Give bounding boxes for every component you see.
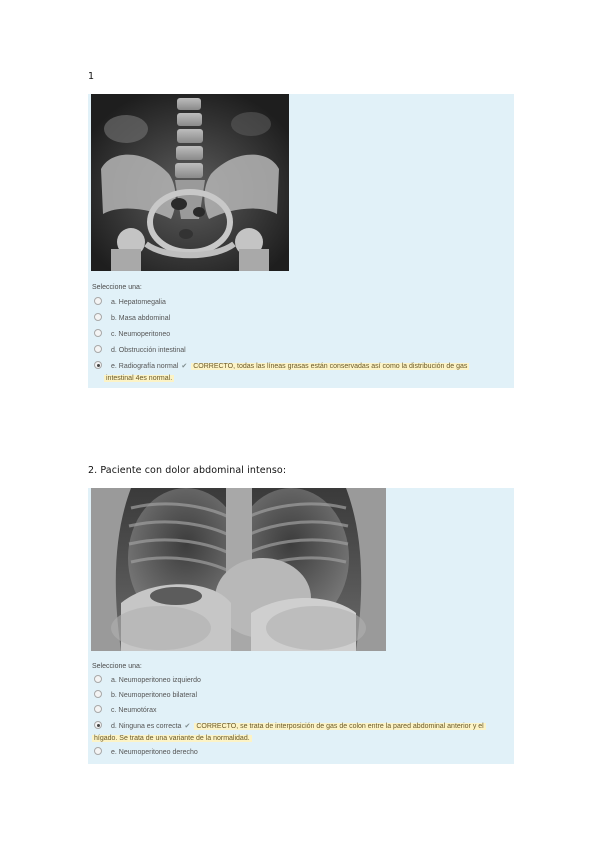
radio-button[interactable]	[94, 297, 102, 305]
correct-check-icon: ✔	[181, 363, 188, 370]
option-label: d. Ninguna es correcta	[111, 723, 182, 730]
option-label: a. Neumoperitoneo izquierdo	[111, 677, 201, 684]
question-1-panel	[88, 94, 514, 388]
select-one-label: Seleccione una:	[92, 284, 142, 291]
feedback-text: CORRECTO, se trata de interposición de gas de colon entre la pared abdominal anterior y el	[196, 723, 484, 730]
option-e[interactable]	[94, 747, 506, 759]
option-b[interactable]	[94, 313, 506, 325]
option-a[interactable]	[94, 675, 506, 687]
option-c[interactable]	[94, 705, 506, 717]
option-label: d. Obstrucción intestinal	[111, 347, 186, 354]
radio-button-selected[interactable]	[94, 721, 102, 729]
question-2-number: 2. Paciente con dolor abdominal intenso:	[88, 465, 287, 476]
option-label: a. Hepatomegalia	[111, 299, 166, 306]
radio-button[interactable]	[94, 345, 102, 353]
option-d[interactable]	[94, 345, 506, 357]
option-a[interactable]	[94, 297, 506, 309]
option-label: e. Neumoperitoneo derecho	[111, 749, 198, 756]
radio-button[interactable]	[94, 705, 102, 713]
option-c[interactable]	[94, 329, 506, 341]
question-2-panel	[88, 488, 514, 764]
radio-button[interactable]	[94, 747, 102, 755]
option-label: c. Neumoperitoneo	[111, 331, 171, 338]
chest-xray-image	[91, 488, 386, 651]
option-e[interactable]	[94, 361, 506, 372]
radio-button-selected[interactable]	[94, 361, 102, 369]
option-label: e. Radiografía normal	[111, 363, 179, 370]
radio-button[interactable]	[94, 675, 102, 683]
radio-button[interactable]	[94, 690, 102, 698]
feedback-text: CORRECTO, todas las líneas grasas están conservadas así como la distribución de gas	[193, 363, 468, 370]
option-label: c. Neumotórax	[111, 707, 157, 714]
radio-button[interactable]	[94, 313, 102, 321]
feedback-text-continued: hígado. Se trata de una variante de la normalidad.	[94, 735, 250, 742]
option-d-feedback-continued	[92, 733, 506, 744]
feedback-text-continued: intestinal 4es normal.	[106, 375, 173, 382]
radio-button[interactable]	[94, 329, 102, 337]
abdominal-xray-image	[91, 94, 289, 271]
option-d[interactable]	[94, 721, 506, 732]
option-label: b. Masa abdominal	[111, 315, 171, 322]
option-label: b. Neumoperitoneo bilateral	[111, 692, 197, 699]
select-one-label: Seleccione una:	[92, 663, 142, 670]
correct-check-icon: ✔	[184, 723, 191, 730]
question-1-number: 1	[88, 71, 95, 82]
option-b[interactable]	[94, 690, 506, 702]
option-e-feedback-continued	[104, 373, 506, 384]
